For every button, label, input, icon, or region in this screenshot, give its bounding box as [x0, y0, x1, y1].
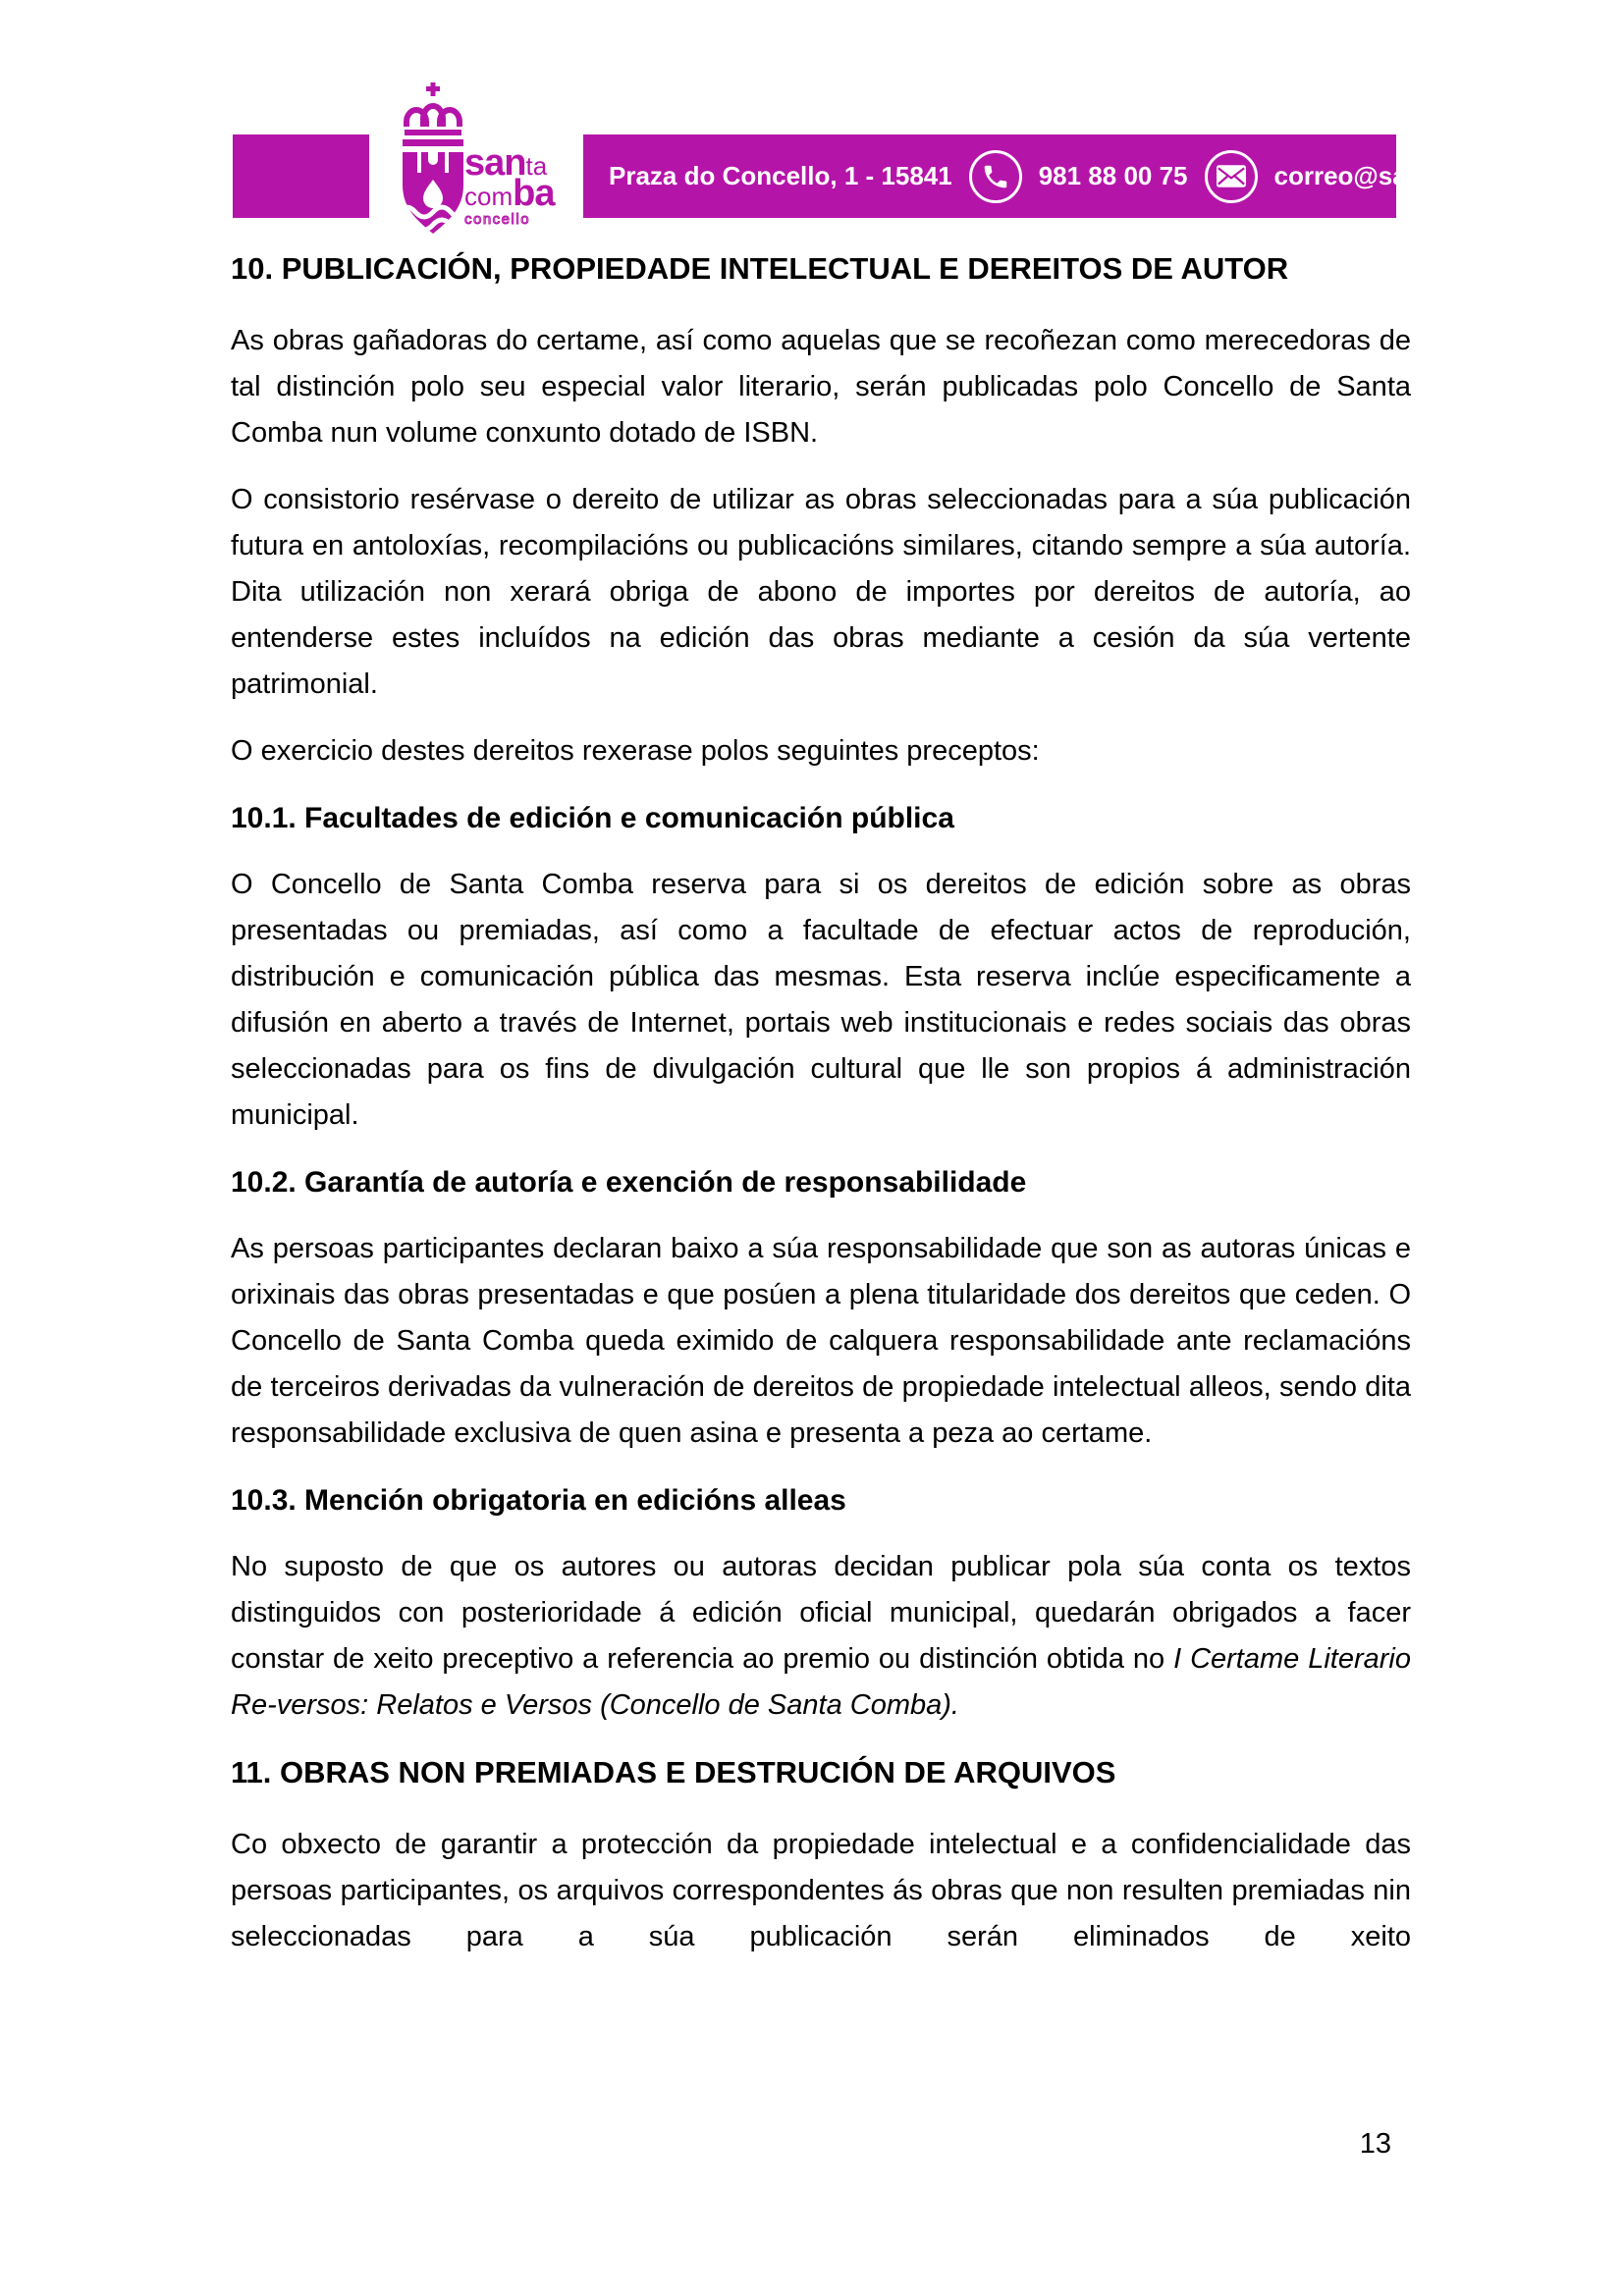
section-10-2-heading: 10.2. Garantía de autoría e exención de responsabilidade [231, 1166, 1027, 1199]
paragraph-facultades-edicion: O Concello de Santa Comba reserva para si os dereitos de edición sobre as obras presentadas ou premiadas, así como a facultade de efectuar actos de reprodución, distribución e comunicación pública das mesmas. Esta reserva inclúe especificamente a difusión en aberto a través de Internet, portais web institucionais e redes sociais das obras seleccionadas para os fins de divulgación cultural que lle son propios á administración municipal. [231, 869, 1411, 1131]
mail-icon [1205, 150, 1258, 203]
phone-icon [969, 150, 1022, 203]
logo-line-comba [464, 175, 554, 212]
email-text: correo@santacomba.es [1273, 161, 1563, 190]
header-contact-bar [583, 134, 1563, 218]
address-text: Praza do Concello, 1 - 15841 [609, 161, 952, 190]
logo-text-san: san [464, 142, 526, 184]
logo-text-concello: concello [464, 211, 531, 228]
logo-text-com: com [464, 182, 514, 211]
paragraph-garantia-autoria: As persoas participantes declaran baixo a súa responsabilidade que son as autoras únicas e orixinais das obras presentadas e que posúen a plena titularidade dos dereitos que ceden. O Concello de Santa Comba queda eximido de calquera responsabilidade ante reclamacións de terceiros derivadas da vulneración de dereitos de propiedade intelectual alleos, sendo dita responsabilidade exclusiva de quen asina e presenta a peza ao certame. [231, 1233, 1411, 1449]
paragraph-obras-non-premiadas: Co obxecto de garantir a protección da propiedade intelectual e a confidencialidade das persoas participantes, os arquivos correspondentes ás obras que non resulten premiadas nin seleccionadas para a súa publicación serán eliminados de xeito [231, 1829, 1411, 1952]
section-10-1-heading: 10.1. Facultades de edición e comunicación pública [231, 802, 954, 834]
santa-comba-crest-logo [391, 82, 475, 243]
certame-title-italic: I Certame Literario Re-versos: Relatos e Versos (Concello de Santa Comba). [231, 1643, 1411, 1721]
logo-text-ba: ba [513, 173, 555, 214]
section-10-heading: 10. PUBLICACIÓN, PROPIEDADE INTELECTUAL E DEREITOS DE AUTOR [231, 251, 1289, 286]
page-number: 13 [1359, 2128, 1391, 2160]
document-body [231, 245, 1411, 1981]
section-11-heading: 11. OBRAS NON PREMIADAS E DESTRUCIÓN DE ARQUIVOS [231, 1755, 1116, 1789]
paragraph-mencion-obrigatoria [231, 1544, 1411, 1729]
header-accent-block [233, 134, 369, 218]
castle-shield-icon [398, 152, 468, 234]
paragraph-obras-ganadoras: As obras gañadoras do certame, así como aquelas que se recoñezan como merecedoras de tal distinción polo seu especial valor literario, serán publicadas polo Concello de Santa Comba nun volume conxunto dotado de ISBN. [231, 325, 1411, 449]
paragraph-consistorio-reserva: O consistorio resérvase o dereito de utilizar as obras seleccionadas para a súa publicación futura en antoloxías, recompilacións ou publicacións similares, citando sempre a súa autoría. Dita utilización non xerará obriga de abono de importes por dereitos de autoría, ao entenderse estes incluídos na edición das obras mediante a cesión da súa vertente patrimonial. [231, 484, 1411, 700]
mencion-text: No suposto de que os autores ou autoras decidan publicar pola súa conta os textos distinguidos con posterioridade á edición oficial municipal, quedarán obrigados a facer constar de xeito preceptivo a referencia ao premio ou distinción obtida no [231, 1551, 1411, 1675]
paragraph-exercicio-dereitos: O exercicio destes dereitos rexerase polos seguintes preceptos: [231, 735, 1040, 767]
section-10-3-heading: 10.3. Mención obrigatoria en edicións alleas [231, 1484, 846, 1517]
phone-number-text: 981 88 00 75 [1038, 161, 1188, 190]
logo-wordmark [464, 144, 554, 227]
logo-text-ta: ta [525, 151, 548, 181]
crown-icon [403, 82, 463, 146]
